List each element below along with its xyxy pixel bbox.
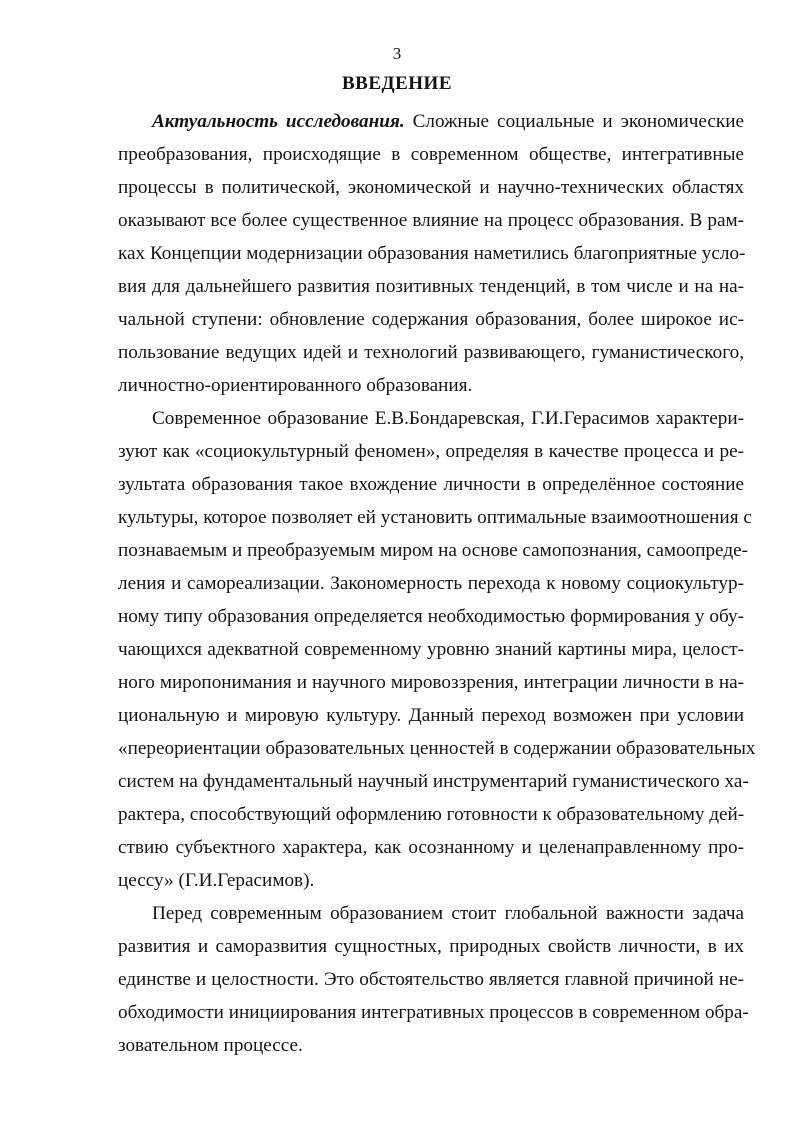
paragraph-1-line-6: вия для дальнейшего развития позитивных тенденций, в том числе и на на- <box>118 276 744 297</box>
paragraph-1-line-2: преобразования, происходящие в современном обществе, интегративные <box>118 144 744 165</box>
paragraph-3-line-2: развития и саморазвития сущностных, природных свойств личности, в их <box>118 936 744 957</box>
paragraph-3-line-4: обходимости инициирования интегративных процессов в современном обра- <box>118 1002 749 1023</box>
paragraph-1-line-1: Актуальность исследования. Сложные социальные и экономические <box>152 111 745 132</box>
paragraph-2-line-4: культуры, которое позволяет ей установить оптимальные взаимоотношения с <box>118 507 752 528</box>
paragraph-3-line-3: единстве и целостности. Это обстоятельство является главной причиной не- <box>118 969 744 990</box>
paragraph-2-line-3: зультата образования такое вхождение личности в определённое состояние <box>118 474 744 495</box>
paragraph-2-line-8: чающихся адекватной современному уровню знаний картины мира, целост- <box>118 639 744 660</box>
paragraph-2-line-10: циональную и мировую культуру. Данный переход возможен при условии <box>118 705 744 726</box>
paragraph-1-line-8: пользование ведущих идей и технологий развивающего, гуманистического, <box>118 342 744 363</box>
paragraph-2-line-1: Современное образование Е.В.Бондаревская, Г.И.Герасимов характери- <box>152 408 744 429</box>
paragraph-2-line-2: зуют как «социокультурный феномен», определяя в качестве процесса и ре- <box>118 441 744 462</box>
paragraph-2-line-11: «переориентации образовательных ценностей в содержании образовательных <box>118 738 756 759</box>
paragraph-1-line-3: процессы в политической, экономической и научно-технических областях <box>118 177 744 198</box>
paragraph-2-line-12: систем на фундаментальный научный инструментарий гуманистического ха- <box>118 771 749 792</box>
section-heading: ВВЕДЕНИЕ <box>342 73 452 94</box>
paragraph-1-lead: Актуальность исследования. <box>152 111 405 132</box>
paragraph-1-line-9: личностно-ориентированного образования. <box>118 375 473 396</box>
paragraph-1-line-7: чальной ступени: обновление содержания образования, более широкое ис- <box>118 309 744 330</box>
paragraph-2-line-9: ного миропонимания и научного мировоззрения, интеграции личности в на- <box>118 672 744 693</box>
paragraph-1-line-5: ках Концепции модернизации образования наметились благоприятные усло- <box>118 243 746 264</box>
paragraph-2-line-14: ствию субъектного характера, как осознанному и целенаправленному про- <box>118 837 744 858</box>
paragraph-3-line-5: зовательном процессе. <box>118 1035 303 1056</box>
page-number: 3 <box>392 44 402 63</box>
paragraph-2-line-13: рактера, способствующий оформлению готовности к образовательному дей- <box>118 804 745 825</box>
paragraph-2-line-5: познаваемым и преобразуемым миром на основе самопознания, самоопреде- <box>118 540 748 561</box>
paragraph-2-line-6: ления и самореализации. Закономерность перехода к новому социокультур- <box>118 573 744 594</box>
paragraph-2-line-15: цессу» (Г.И.Герасимов). <box>118 870 315 891</box>
paragraph-3-line-1: Перед современным образованием стоит глобальной важности задача <box>152 903 744 924</box>
paragraph-1-line-4: оказывают все более существенное влияние на процесс образования. В рам- <box>118 210 744 231</box>
paragraph-2-line-7: ному типу образования определяется необходимостью формирования у обу- <box>118 606 744 627</box>
